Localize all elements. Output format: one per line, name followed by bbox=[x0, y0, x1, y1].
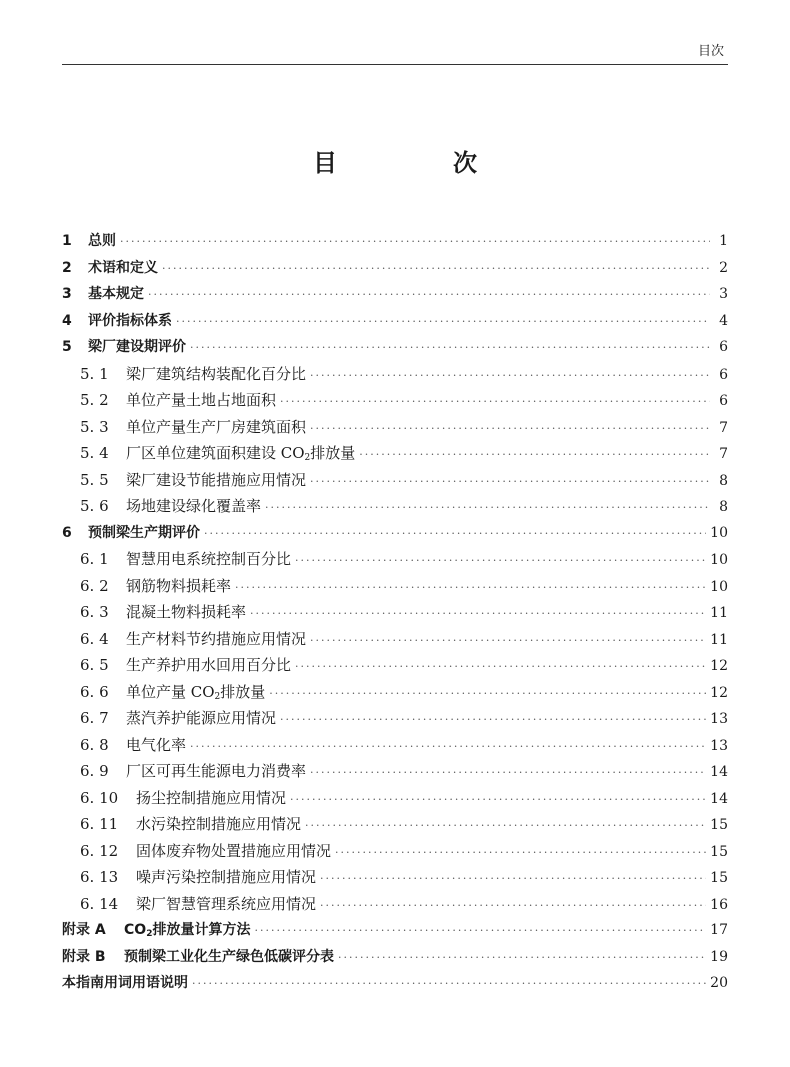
toc-entry-title: 生产养护用水回用百分比 bbox=[126, 656, 292, 674]
toc-entry-number: 6. 11 bbox=[80, 815, 119, 833]
toc-entry-number: 2 bbox=[62, 259, 72, 276]
toc-entry-title: 基本规定 bbox=[88, 286, 144, 302]
toc-entry-title: 术语和定义 bbox=[88, 259, 158, 276]
toc-dot-leader bbox=[335, 846, 706, 859]
toc-entry-number: 6. 8 bbox=[80, 735, 109, 754]
toc-dot-leader bbox=[310, 422, 710, 435]
toc-entry-title: 智慧用电系统控制百分比 bbox=[126, 550, 292, 568]
toc-entry-page: 7 bbox=[719, 419, 728, 436]
toc-entry-page: 10 bbox=[710, 552, 728, 568]
toc-entry-title-part: 排放量计算方法 bbox=[152, 922, 251, 938]
toc-entry-number: 附录 A bbox=[62, 922, 106, 938]
toc-entry-title: 梁厂智慧管理系统应用情况 bbox=[136, 894, 317, 913]
toc-entry-page: 10 bbox=[710, 578, 728, 595]
toc-entry[interactable] bbox=[62, 363, 728, 390]
toc-entry-number: 6. 5 bbox=[80, 656, 109, 674]
running-head: 目次 bbox=[697, 44, 724, 59]
toc-dot-leader bbox=[310, 634, 706, 647]
toc-entry-page: 12 bbox=[710, 658, 728, 674]
toc-entry-number: 5. 2 bbox=[80, 391, 109, 409]
toc-entry-title: 单位产量土地占地面积 bbox=[126, 391, 277, 409]
toc-entry-title: 梁厂建筑结构装配化百分比 bbox=[126, 364, 307, 383]
toc-entry-page: 3 bbox=[719, 286, 728, 302]
toc-dot-leader bbox=[359, 448, 710, 461]
toc-entry-page: 2 bbox=[719, 259, 728, 276]
toc-entry-title: 混凝土物料损耗率 bbox=[126, 603, 247, 621]
toc-entry-number: 6. 14 bbox=[80, 894, 119, 913]
toc-dot-leader bbox=[295, 660, 706, 673]
toc-dot-leader bbox=[320, 872, 706, 885]
toc-entry-page: 15 bbox=[710, 870, 728, 886]
toc-entry-number: 6. 7 bbox=[80, 709, 109, 727]
toc-entry-number: 5 bbox=[62, 339, 72, 355]
toc-entry-title: 预制梁工业化生产绿色低碳评分表 bbox=[124, 948, 334, 965]
toc-entry-number: 5. 3 bbox=[80, 417, 109, 436]
toc-entry[interactable] bbox=[62, 972, 728, 999]
toc-entry-page: 15 bbox=[710, 817, 728, 833]
page-title: 目 次 bbox=[313, 149, 523, 177]
toc-entry-title bbox=[126, 442, 355, 463]
toc-entry-number: 5. 4 bbox=[80, 444, 109, 462]
toc-entry-page: 7 bbox=[719, 446, 728, 462]
toc-entry-number: 6. 12 bbox=[80, 841, 119, 860]
toc-dot-leader bbox=[305, 819, 706, 832]
toc-entry-page: 20 bbox=[710, 975, 728, 991]
toc-entry-title-part: CO bbox=[124, 922, 147, 938]
toc-entry-title: 场地建设绿化覆盖率 bbox=[126, 497, 262, 515]
toc-entry-page: 11 bbox=[710, 605, 728, 621]
toc-entry-title: 电气化率 bbox=[126, 735, 187, 754]
toc-entry-title: 单位产量生产厂房建筑面积 bbox=[126, 417, 307, 436]
toc-dot-leader bbox=[176, 315, 710, 328]
toc-entry-title-subscript: 2 bbox=[146, 929, 153, 939]
toc-entry[interactable] bbox=[62, 707, 728, 734]
toc-entry[interactable] bbox=[62, 495, 728, 522]
toc-entry[interactable] bbox=[62, 469, 728, 496]
toc-entry-title: 总则 bbox=[88, 233, 116, 249]
toc-dot-leader bbox=[280, 395, 710, 408]
toc-entry-number: 附录 B bbox=[62, 948, 106, 965]
toc-entry[interactable] bbox=[62, 681, 728, 708]
toc-entry-title-subscript: 2 bbox=[304, 453, 311, 463]
toc-entry-title-part: 厂区单位建筑面积建设 CO bbox=[126, 444, 305, 462]
toc-entry-number: 6 bbox=[62, 524, 72, 541]
toc-entry[interactable] bbox=[62, 813, 728, 840]
toc-dot-leader bbox=[120, 235, 710, 248]
toc-entry-number: 6. 13 bbox=[80, 868, 119, 886]
toc-entry-page: 8 bbox=[719, 499, 728, 515]
toc-dot-leader bbox=[310, 766, 706, 779]
toc-dot-leader bbox=[280, 713, 706, 726]
toc-entry[interactable] bbox=[62, 548, 728, 575]
toc-entry[interactable] bbox=[62, 946, 728, 973]
toc-entry-page: 8 bbox=[719, 472, 728, 489]
toc-dot-leader bbox=[269, 687, 706, 700]
toc-entry[interactable] bbox=[62, 734, 728, 761]
toc-entry[interactable] bbox=[62, 310, 728, 337]
toc-entry-title-subscript: 2 bbox=[214, 691, 221, 702]
toc-entry-page: 4 bbox=[719, 312, 728, 329]
toc-entry-title: 扬尘控制措施应用情况 bbox=[136, 788, 287, 807]
toc-entry[interactable] bbox=[62, 336, 728, 363]
toc-entry-number: 5. 5 bbox=[80, 470, 109, 489]
toc-entry-number: 6. 10 bbox=[80, 788, 119, 807]
toc-entry-title-part: 排放量 bbox=[310, 444, 356, 462]
toc-entry-title: 噪声污染控制措施应用情况 bbox=[136, 868, 317, 886]
toc-dot-leader bbox=[254, 924, 706, 937]
toc-entry-page: 6 bbox=[719, 393, 728, 409]
toc-entry-title bbox=[126, 681, 265, 702]
toc-entry-title: 评价指标体系 bbox=[88, 312, 172, 329]
toc-entry[interactable] bbox=[62, 230, 728, 257]
toc-entry[interactable] bbox=[62, 787, 728, 814]
toc-entry[interactable] bbox=[62, 575, 728, 602]
toc-entry[interactable] bbox=[62, 601, 728, 628]
toc-entry[interactable] bbox=[62, 283, 728, 310]
toc-dot-leader bbox=[310, 475, 710, 488]
toc-dot-leader bbox=[190, 740, 706, 753]
toc-entry-title: 预制梁生产期评价 bbox=[88, 524, 200, 541]
toc-entry-page: 6 bbox=[719, 366, 728, 383]
toc-entry-number: 6. 2 bbox=[80, 576, 109, 595]
toc-entry-page: 14 bbox=[710, 790, 728, 807]
toc-entry-page: 1 bbox=[719, 233, 728, 249]
toc-entry[interactable] bbox=[62, 760, 728, 787]
toc-entry-number: 5. 1 bbox=[80, 364, 109, 383]
toc-dot-leader bbox=[338, 951, 706, 964]
toc-entry[interactable] bbox=[62, 257, 728, 284]
toc-entry-page: 14 bbox=[710, 764, 728, 780]
toc-entry-title bbox=[124, 919, 250, 939]
toc-entry-page: 11 bbox=[710, 631, 728, 648]
toc-entry[interactable] bbox=[62, 866, 728, 893]
toc-entry[interactable] bbox=[62, 442, 728, 469]
toc-entry-title: 梁厂建设期评价 bbox=[88, 339, 186, 355]
toc-dot-leader bbox=[250, 607, 706, 620]
toc-entry-title-part: 排放量 bbox=[220, 682, 266, 701]
toc-entry[interactable] bbox=[62, 628, 728, 655]
toc-dot-leader bbox=[162, 262, 710, 275]
toc-entry[interactable] bbox=[62, 416, 728, 443]
toc-entry-page: 13 bbox=[710, 711, 728, 727]
toc-dot-leader bbox=[265, 501, 710, 514]
toc-entry-number: 6. 1 bbox=[80, 550, 109, 568]
toc-entry-page: 12 bbox=[710, 684, 728, 701]
toc-entry-page: 10 bbox=[710, 524, 728, 541]
toc-dot-leader bbox=[320, 899, 706, 912]
toc-dot-leader bbox=[148, 288, 710, 301]
toc-entry[interactable] bbox=[62, 840, 728, 867]
toc-entry-title: 本指南用词用语说明 bbox=[62, 975, 188, 991]
toc-entry-number: 6. 6 bbox=[80, 682, 109, 701]
toc-entry-page: 16 bbox=[710, 896, 728, 913]
toc-entry-page: 6 bbox=[719, 339, 728, 355]
toc-entry-number: 1 bbox=[62, 233, 72, 249]
toc-dot-leader bbox=[204, 527, 706, 540]
toc-entry-title: 厂区可再生能源电力消费率 bbox=[126, 762, 307, 780]
toc-dot-leader bbox=[295, 554, 706, 567]
toc-entry-page: 19 bbox=[710, 948, 728, 965]
toc-entry-title: 生产材料节约措施应用情况 bbox=[126, 629, 307, 648]
toc-entry-title-part: 单位产量 CO bbox=[126, 682, 215, 701]
toc-entry-title: 水污染控制措施应用情况 bbox=[136, 815, 302, 833]
header-rule bbox=[62, 64, 728, 65]
toc-entry[interactable] bbox=[62, 654, 728, 681]
toc-entry-title: 固体废弃物处置措施应用情况 bbox=[136, 841, 332, 860]
toc-entry-page: 17 bbox=[710, 922, 728, 938]
toc-entry-number: 3 bbox=[62, 286, 72, 302]
toc-entry-page: 15 bbox=[710, 843, 728, 860]
toc-dot-leader bbox=[192, 977, 706, 990]
toc-entry-number: 6. 3 bbox=[80, 603, 109, 621]
toc-entry-number: 6. 9 bbox=[80, 762, 109, 780]
toc-entry[interactable] bbox=[62, 389, 728, 416]
toc-entry-title: 钢筋物料损耗率 bbox=[126, 576, 232, 595]
toc-entry-number: 6. 4 bbox=[80, 629, 109, 648]
toc-entry-title: 梁厂建设节能措施应用情况 bbox=[126, 470, 307, 489]
toc-dot-leader bbox=[235, 581, 706, 594]
toc-entry-title: 蒸汽养护能源应用情况 bbox=[126, 709, 277, 727]
table-of-contents bbox=[62, 230, 728, 999]
toc-dot-leader bbox=[310, 369, 710, 382]
toc-entry-page: 13 bbox=[710, 737, 728, 754]
toc-entry-number: 4 bbox=[62, 312, 72, 329]
toc-entry[interactable] bbox=[62, 893, 728, 920]
toc-dot-leader bbox=[290, 793, 706, 806]
toc-dot-leader bbox=[190, 341, 710, 354]
toc-entry[interactable] bbox=[62, 522, 728, 549]
toc-entry-number: 5. 6 bbox=[80, 497, 109, 515]
toc-entry[interactable] bbox=[62, 919, 728, 946]
